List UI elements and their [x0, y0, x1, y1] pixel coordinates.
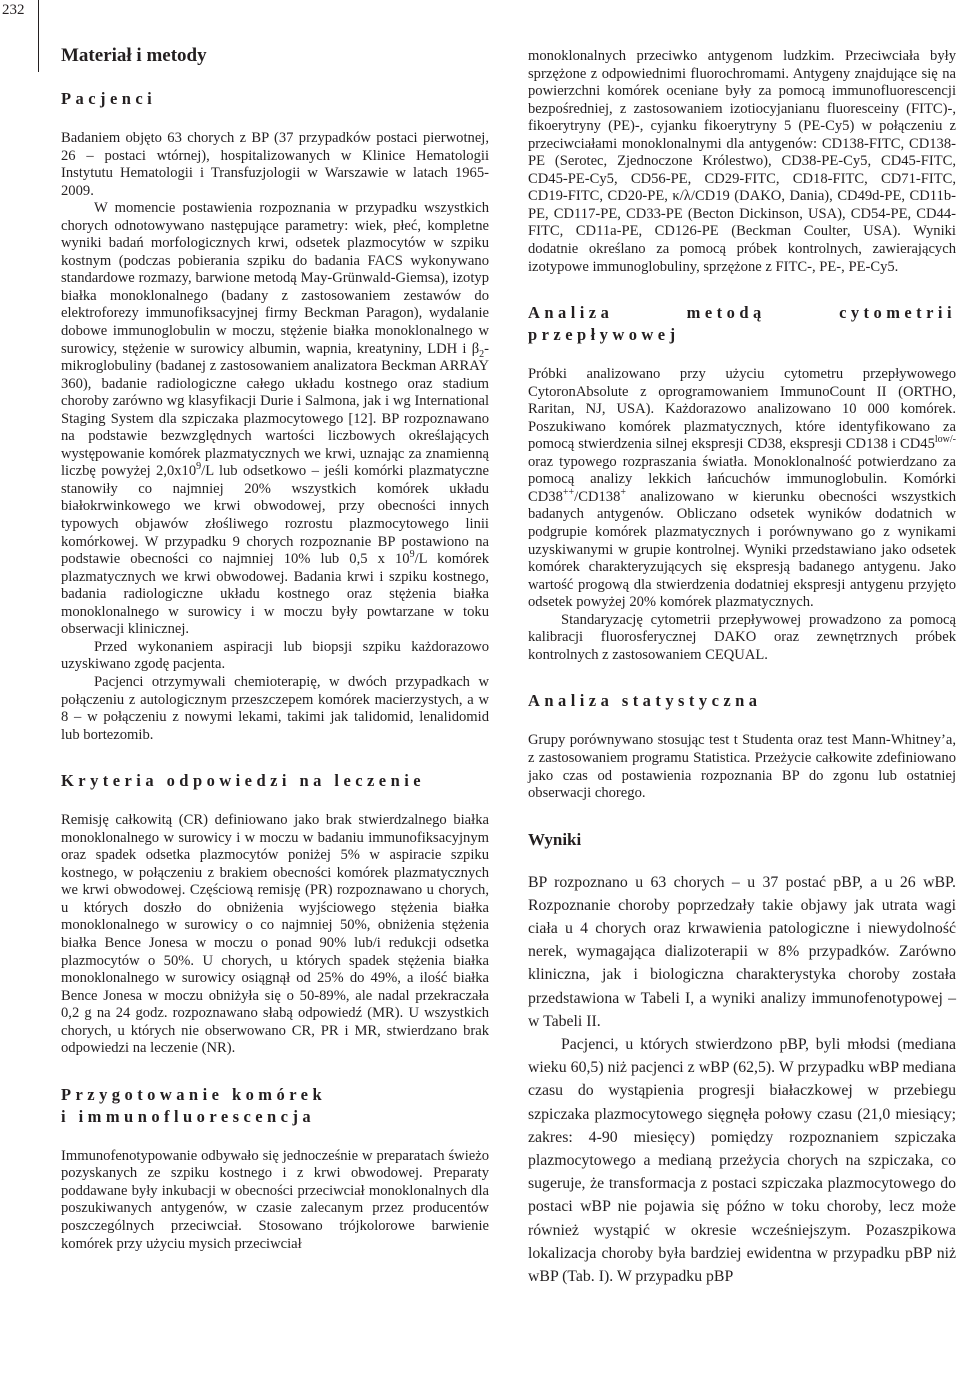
paragraph-wyniki-1: BP rozpoznano u 63 chorych – u 37 postać pBP, a u 26 wBP. Rozpoznanie choroby poprzedzały takie objawy jak utrata wagi ciała u 4 chorych oraz krwawienia patologiczne i niewydolność nerek, wymagająca dializoterapii w 8% przypadków. Zarówno kliniczna, jak i biologiczna charakterystyka choroby została przedstawiona w Tabeli I, a wyniki analizy immunofenotypowej – w Tabeli II.	[528, 873, 956, 1030]
paragraph-wyniki-2: Pacjenci, u których stwierdzono pBP, byli młodsi (mediana wieku 60,5) niż pacjenci z wBP (62,5). W przypadku wBP mediana czasu do wystąpienia progresji białaczkowej w przebiegu szpiczaka plazmocytowego sięgnęła połowy czasu (21,0 miesiący; zakres: 4-90 miesięcy) pomiędzy rozpoznaniem szpiczaka plazmocytowego a medianą przeżycia chorych na szpiczaka, co sugeruje, że transformacja z postaci szpiczaka plazmocytowego do postaci wBP nie pojawia się późno w toku choroby, lecz może również wystąpić w okresie wcześniejszym. Pozaszpikowa lokalizacja choroby była bardziej ewidentna w przypadku pBP niż wBP (Tab. I). W przypadku pBP	[528, 1036, 956, 1286]
subsection-heading-pacjenci: Pacjenci	[61, 89, 157, 108]
section-heading-wyniki: Wyniki	[528, 829, 582, 849]
page-number-rule	[38, 0, 39, 72]
paragraph-continued: monoklonalnych przeciwko antygenom ludzkim. Przeciwciała były sprzężone z odpowiednimi fluorochromami. Antygeny znajdujące się na powierzchni komórek oceniane były za pomocą immunofluorescencji bezpośredniej, z zastosowaniem izotiocyjanianu fluoresceiny (FITC)-, fikoerytryny (PE)-, cyjanku fikoerytryny 5 (PE-Cy5) w połączeniu z przeciwciałami monoklonalnymi dla antygenów: CD138-FITC, CD138-PE (Serotec, Zjednoczone Królestwo), CD38-PE-Cy5, CD45-FITC, CD45-PE-Cy5, CD56-PE, CD29-FITC, CD18-FITC, CD71-FITC, CD19-FITC, CD20-PE, κ/λ/CD19 (DAKO, Dania), CD49d-PE, CD11b-PE, CD117-PE, CD33-PE (Becton Dickinson, USA), CD54-PE, CD44-FITC, CD11a-PE, CD126-PE (Beckman Coulter, USA). Wyniki dodatnie określano za pomocą próbek kontrolnych, zawierających izotypowe immunoglobuliny, sprzężone z FITC-, PE-, PE-Cy5.	[528, 48, 956, 275]
paragraph-pacjenci-3: Przed wykonaniem aspiracji lub biopsji szpiku każdorazowo uzyskiwano zgodę pacjenta.	[61, 638, 489, 673]
section-title-materialy: Materiał i metody	[61, 45, 207, 66]
page-number: 232	[2, 2, 25, 18]
subsection-heading-przygotowanie: Przygotowanie komórek i immunofluorescencja	[61, 1084, 327, 1126]
paragraph-pacjenci-2: W momencie postawienia rozpoznania w przypadku wszystkich chorych odnotowywano następujące parametry: wiek, płeć, kompletne wyniki badań morfologicznych krwi, odsetek plazmocytów w szpiku kostnym (podczas pobierania szpiku do badania FACS wykonywano standardowe rozmazy, barwione metodą May-Grünwald-Giemsa), izotyp białka monoklonalnego (badany z zastosowaniem zestawów do elektroforezy immunofiksacyjnej firmy Beckman Paragon), wydalanie dobowe immunoglobulin w moczu, stężenie białka monoklonalnego w surowicy, stężenie w surowicy albumin, wapnia, kreatyniny, LDH i $\beta_2$-mikroglobuliny (badanej z zastosowaniem analizatora Beckman ARRAY 360), badanie radiologiczne całego układu kostnego oraz stadium choroby zarówno wg klasyfikacji Durie i Salmona, jak i wg International Staging System dla szpiczaka plazmocytowego [12]. BP rozpoznawano na podstawie bezwzględnych wartości liczbowych określających występowanie komórek plazmatycznych we krwi, uznając za znamienną liczbę powyżej $2,0x10^9/L$ lub odsetkowo – jeśli komórki plazmatyczne stanowiły co najmniej 20% wszystkich komórek układu białokrwinkowego we krwi obwodowej, przy obecności innych typowych objawów złośliwego rozrostu plazmocytowego linii komórkowej. W przypadku 9 chorych rozpoznanie BP postawiono na podstawie obecności co najmniej 10% lub 0,5 x $10^9/L$ komórek plazmatycznych we krwi obwodowej. Badania krwi i szpiku kostnego, badania radiologiczne układu kostnego oraz stężenia białka monoklonalnego w surowicy i w moczu były powtarzane w toku obserwacji klinicznej.	[61, 200, 490, 638]
paragraph-przygotowanie-1: Immunofenotypowanie odbywało się jednocześnie w preparatach świeżo pozyskanych ze szpiku kostnego i z krwi obwodowej. Preparaty poddawane były inkubacji w obecności przeciwciał monoklonalnych dla poszukiwanych antygenów, w czasie zalecanym przez producentów poszczególnych przeciwciał. Stosowano trójkolorowe barwienie komórek przy użyciu mysich przeciwciał	[61, 1147, 489, 1252]
left-column	[61, 44, 489, 1253]
paragraph-analiza-cytometrii-2: Standaryzację cytometrii przepływowej prowadzono za pomocą kalibracji fluorosferycznej DAKO oraz zewnętrznych próbek kontrolnych z zastosowaniem CEQUAL.	[528, 611, 956, 663]
right-column	[528, 48, 956, 1288]
paragraph-pacjenci-4: Pacjenci otrzymywali chemioterapię, w dwóch przypadkach w połączeniu z autologicznym przeszczepem komórek macierzystych, a w 8 – w połączeniu z nowymi lekami, takimi jak talidomid, lenalidomid lub bortezomib.	[61, 673, 489, 743]
subsection-heading-kryteria: Kryteria odpowiedzi na leczenie	[61, 771, 426, 791]
paragraph-analiza-statystyczna-1: Grupy porównywano stosując test t Studenta oraz test Mann-Whitney’a, z zastosowaniem programu Statistica. Przeżycie całkowite zdefiniowano jako czas od postawienia rozpoznania BP do zgonu lub ostatniej obserwacji chorego.	[528, 732, 956, 802]
subsection-heading-analiza-statystyczna: Analiza statystyczna	[528, 691, 762, 711]
paragraph-kryteria-1: Remisję całkowitą (CR) definiowano jako brak stwierdzalnego białka monoklonalnego w surowicy i w moczu w badaniu immunofiksacyjnym oraz spadek odsetka plazmocytów poniżej 5% w aspiracie szpiku kostnego, w połączeniu z brakiem obecności komórek plazmatycznych we krwi obwodowej. Częściową remisję (PR) rozpoznawano u chorych, u których doszło do obniżenia wyjściowego stężenia białka monoklonalnego w surowicy o co najmniej 50%, obniżenia stężenia białka Bence Jonesa w moczu o ponad 90% lub/i redukcji odsetka plazmocytów o 50%. U chorych, u których spadek stężenia białka monoklonalnego w surowicy osiągnął od 25% do 49%, a ilość białka Bence Jonesa w moczu obniżyła się o 50-89%, ale nadal przekraczała 0,2 g na 24 godz. rozpoznawano słabą odpowiedź (MR). U wszystkich chorych, u których nie obserwowano CR, PR i MR, stwierdzano brak odpowiedzi na leczenie (NR).	[61, 812, 489, 1057]
paragraph-analiza-cytometrii-1: Próbki analizowano przy użyciu cytometru przepływowego CytoronAbsolute z oprogramowaniem ImmunoCount II (ORTHO, Raritan, NJ, USA). Każdorazowo analizowano 10 000 komórek. Poszukiwano komórek plazmatycznych, które identyfikowano za pomocą stwierdzenia silnej ekspresji CD38, ekspresji CD138 i $CD45^{low/-}$ oraz typowego rozpraszania światła. Monoklonalność potwierdzano za pomocą analizy lekkich łańcuchów immunoglobulin. Komórki CD38++/CD138+ analizowano w kierunku obecności wszystkich badanych antygenów. Obliczano odsetek wyników dodatnich w podgrupie komórek plazmatycznych i porównywano go z wynikami uzyskiwanymi w grupie kontrolnej. Wyniki przedstawiano jako odsetek komórek charakteryzujących się ekspresją badanego antygenu. Jako wartość progową dla stwierdzenia dodatniej ekspresji antygenu przyjęto odsetek powyżej 20% komórek plazmatycznych.	[528, 366, 956, 611]
paragraph-pacjenci-1: Badaniem objęto 63 chorych z BP (37 przypadków postaci pierwotnej, 26 – postaci wtórnej), hospitalizowanych w Klinice Hematologii Instytutu Hematologii i Transfuzjologii w Warszawie w latach 1965-2009.	[61, 130, 489, 199]
subsection-heading-analiza-cytometrii: Analiza metodą cytometrii przepływowej	[528, 303, 956, 345]
